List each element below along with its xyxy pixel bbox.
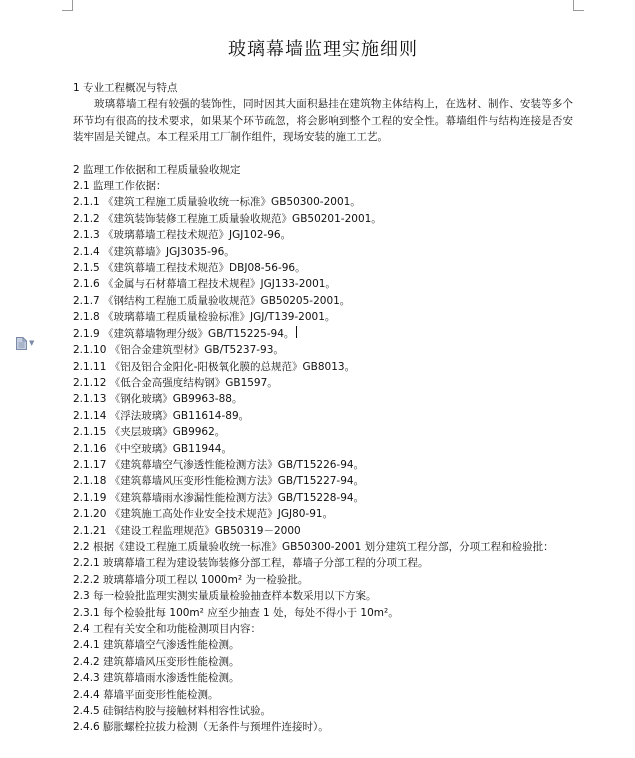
document-icon	[16, 337, 27, 350]
list-item-text: 2.4.5 硅铜结构胶与接触材料相容性试验。	[73, 705, 272, 718]
list-item-text: 2.1.3 《玻璃幕墙工程技术规范》JGJ102-96。	[73, 229, 292, 242]
list-item	[73, 441, 573, 457]
list-item	[73, 637, 573, 653]
list-item-text: 2.4.2 建筑幕墙风压变形性能检测。	[73, 655, 240, 668]
list-item-text: 2.1.9 《建筑幕墙物理分级》GB/T15225-94。	[73, 327, 295, 340]
list-item	[73, 326, 573, 342]
list-item	[73, 523, 573, 539]
list-item-text: 2.1.21 《建设工程监理规范》GB50319－2000	[73, 524, 301, 537]
list-item	[73, 391, 573, 407]
list-item-text: 2.2.1 玻璃幕墙工程为建设装饰装修分部工程，幕墙子分部工程的分项工程。	[73, 557, 429, 570]
text-cursor	[296, 326, 297, 338]
list-item	[73, 703, 573, 719]
list-item	[73, 260, 573, 276]
list-item-text: 2.4.1 建筑幕墙空气渗透性能检测。	[73, 639, 240, 652]
list-item-text: 2.4.6 膨胀螺栓拉拔力检测（无条件与预埋件连接时）。	[73, 721, 329, 734]
section-2-heading: 2 监理工作依据和工程质量验收规定	[73, 163, 241, 176]
section-2-list	[73, 178, 573, 736]
paragraph-gap	[73, 146, 573, 162]
list-item	[73, 539, 573, 555]
paragraph-options-button[interactable]	[16, 336, 44, 350]
page-corner-mark-right	[573, 0, 584, 11]
list-item-text: 2.1.13 《钢化玻璃》GB9963-88。	[73, 393, 243, 406]
list-item-text: 2.1.19 《建筑幕墙雨水渗漏性能检测方法》GB/T15228-94。	[73, 491, 365, 504]
list-item-text: 2.1.16 《中空玻璃》GB11944。	[73, 442, 232, 455]
document-title: 玻璃幕墙监理实施细则	[228, 39, 418, 60]
list-item	[73, 490, 573, 506]
list-item	[73, 276, 573, 292]
list-item-text: 2.1.10 《铝合金建筑型材》GB/T5237-93。	[73, 344, 284, 357]
section-1-paragraph: 玻璃幕墙工程有较强的装饰性，同时因其大面积悬挂在建筑物主体结构上，在选材、制作、安装等多个环节均有很高的技术要求，如果某个环节疏忽，将会影响到整个工程的安全性。幕墙组件与结构连接是否安装牢固是关键点。本工程采用工厂制作组件，现场安装的施工工艺。	[73, 98, 573, 144]
list-item	[73, 244, 573, 260]
list-item-text: 2.1.4 《建筑幕墙》JGJ3035-96。	[73, 245, 235, 258]
list-item-text: 2.1.7 《钢结构工程施工质量验收规范》GB50205-2001。	[73, 294, 351, 307]
list-item	[73, 555, 573, 571]
list-item	[73, 227, 573, 243]
list-item-text: 2.3 每一检验批监理实测实量质量检验抽查样本数采用以下方案。	[73, 590, 377, 603]
list-item-text: 2.2.2 玻璃幕墙分项工程以 1000m² 为一检验批。	[73, 573, 309, 586]
list-item-text: 2.1.2 《建筑装饰装修工程施工质量验收规范》GB50201-2001。	[73, 212, 382, 225]
list-item	[73, 293, 573, 309]
list-item	[73, 342, 573, 358]
list-item-text: 2.1.8 《玻璃幕墙工程质量检验标准》JGJ/T139-2001。	[73, 311, 336, 324]
section-1-heading: 1 专业工程概况与特点	[73, 82, 178, 94]
chevron-down-icon: ▼	[29, 339, 35, 347]
list-item-text: 2.1.15 《夹层玻璃》GB9962。	[73, 426, 226, 439]
list-item-text: 2.2 根据《建设工程施工质量验收统一标准》GB50300-2001 划分建筑工程分部，分项工程和检验批：	[73, 540, 554, 553]
list-item	[73, 572, 573, 588]
list-item-text: 2.1.6 《金属与石材幕墙工程技术规程》JGJ133-2001。	[73, 278, 336, 291]
list-item	[73, 309, 573, 325]
list-item-text: 2.1.11 《铝及铝合金阳化-阳极氧化膜的总规范》GB8013。	[73, 360, 356, 373]
list-item-text: 2.1.17 《建筑幕墙空气渗透性能检测方法》GB/T15226-94。	[73, 458, 365, 471]
list-item	[73, 194, 573, 210]
list-item	[73, 687, 573, 703]
page-corner-mark-left	[62, 0, 73, 11]
list-item	[73, 211, 573, 227]
list-item	[73, 178, 573, 194]
list-item	[73, 670, 573, 686]
list-item-text: 2.4 工程有关安全和功能检测项目内容：	[73, 623, 262, 635]
list-item-text: 2.4.3 建筑幕墙雨水渗透性能检测。	[73, 672, 240, 685]
list-item	[73, 408, 573, 424]
list-item	[73, 621, 573, 637]
list-item	[73, 424, 573, 440]
list-item-text: 2.1.1 《建筑工程施工质量验收统一标准》GB50300-2001。	[73, 196, 361, 209]
list-item-text: 2.1.5 《建筑幕墙工程技术规范》DBJ08-56-96。	[73, 262, 306, 275]
list-item-text: 2.4.4 幕墙平面变形性能检测。	[73, 688, 219, 701]
list-item	[73, 506, 573, 522]
list-item	[73, 654, 573, 670]
list-item	[73, 719, 573, 735]
list-item-text: 2.1.20 《建筑施工高处作业安全技术规范》JGJ80-91。	[73, 508, 334, 521]
list-item-text: 2.1.14 《浮法玻璃》GB11614-89。	[73, 409, 250, 422]
list-item-text: 2.1 监理工作依据：	[73, 180, 167, 193]
list-item	[73, 605, 573, 621]
list-item	[73, 457, 573, 473]
list-item-text: 2.3.1 每个检验批每 100m² 应至少抽查 1 处，每处不得小于 10m²。	[73, 606, 399, 619]
list-item-text: 2.1.12 《低合金高强度结构钢》GB1597。	[73, 376, 278, 389]
list-item	[73, 375, 573, 391]
document-page[interactable]	[73, 38, 573, 736]
list-item	[73, 359, 573, 375]
list-item	[73, 588, 573, 604]
list-item-text: 2.1.18 《建筑幕墙风压变形性能检测方法》GB/T15227-94。	[73, 475, 365, 488]
list-item	[73, 473, 573, 489]
